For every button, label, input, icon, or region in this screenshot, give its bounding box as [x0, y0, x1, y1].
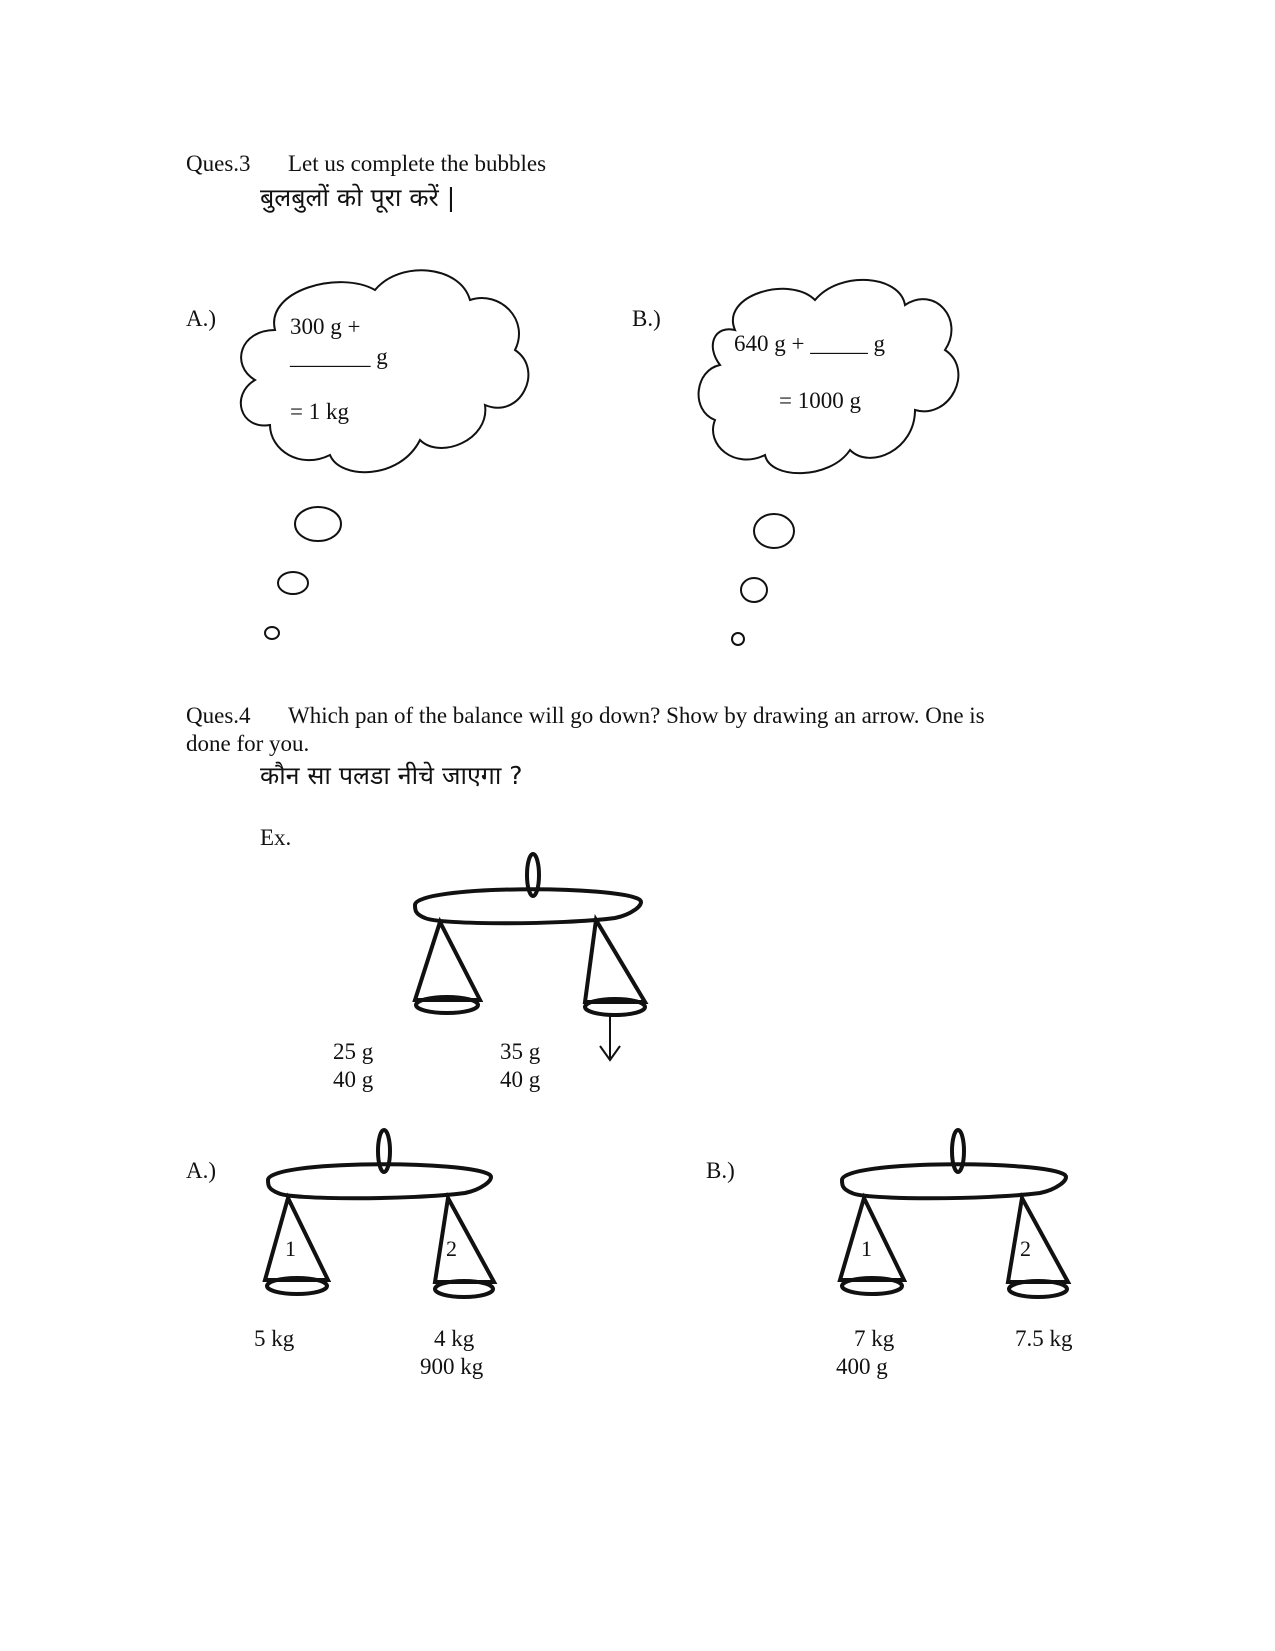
balance-b-pan-1-number: 1: [861, 1236, 872, 1261]
q4-b-label: B.): [706, 1158, 735, 1183]
balance-a-right-weight-2: 900 kg: [420, 1354, 484, 1379]
balance-example-pan-left: [415, 922, 480, 1000]
bubble-b-dot-large: [754, 514, 794, 548]
balance-a-pan-2: [435, 1198, 494, 1282]
thought-bubble-a: [241, 270, 529, 639]
example-left-weight-1: 25 g: [333, 1039, 374, 1064]
q3-number: Ques.3: [186, 151, 251, 176]
balance-a: [265, 1130, 494, 1297]
balance-example-pan-right: [585, 920, 645, 1002]
bubble-b-dot-small: [732, 633, 744, 645]
bubble-b-line2: = 1000 g: [779, 388, 861, 413]
balance-b: [840, 1130, 1068, 1297]
q4-a-label: A.): [186, 1158, 217, 1183]
q4-title-line2: done for you.: [186, 731, 310, 756]
bubble-b-dot-medium: [741, 578, 767, 602]
example-left-weight-2: 40 g: [333, 1067, 374, 1092]
q3-a-label: A.): [186, 306, 217, 331]
down-arrow-icon: [600, 1016, 620, 1060]
bubble-a-line1: 300 g +: [290, 314, 361, 339]
bubble-a-dot-small: [265, 627, 279, 639]
q4-number: Ques.4: [186, 703, 251, 728]
balance-a-left-weight-1: 5 kg: [254, 1326, 295, 1351]
balance-b-right-weight-1: 7.5 kg: [1015, 1326, 1073, 1351]
q3-b-label: B.): [632, 306, 661, 331]
balance-b-left-weight-2: 400 g: [836, 1354, 888, 1379]
q3-title: Let us complete the bubbles: [288, 151, 547, 176]
q4-title-line1: Which pan of the balance will go down? Show by drawing an arrow. One is: [288, 703, 985, 728]
example-right-weight-2: 40 g: [500, 1067, 541, 1092]
example-label: Ex.: [260, 825, 292, 850]
balance-example: [415, 854, 645, 1060]
balance-a-right-weight-1: 4 kg: [434, 1326, 475, 1351]
balance-b-pan-1: [840, 1198, 904, 1280]
balance-example-beam: [415, 889, 641, 923]
bubble-a-dot-medium: [278, 572, 308, 594]
balance-b-left-weight-1: 7 kg: [854, 1326, 895, 1351]
bubble-b-line1: 640 g + _____ g: [734, 331, 885, 356]
example-right-weight-1: 35 g: [500, 1039, 541, 1064]
balance-a-pan-2-number: 2: [446, 1236, 457, 1261]
bubble-a-dot-large: [295, 507, 341, 541]
q3-title-hindi: बुलबुलों को पूरा करें |: [260, 183, 456, 212]
bubble-a-line3: = 1 kg: [290, 399, 349, 424]
q4-title-hindi: कौन सा पलडा नीचे जाएगा ?: [260, 761, 523, 790]
bubble-a-line2: _______ g: [290, 344, 388, 369]
balance-a-pan-1-number: 1: [285, 1236, 296, 1261]
balance-b-pan-2: [1008, 1198, 1068, 1282]
balance-b-pan-2-number: 2: [1020, 1236, 1031, 1261]
balance-a-pan-1: [265, 1198, 328, 1280]
